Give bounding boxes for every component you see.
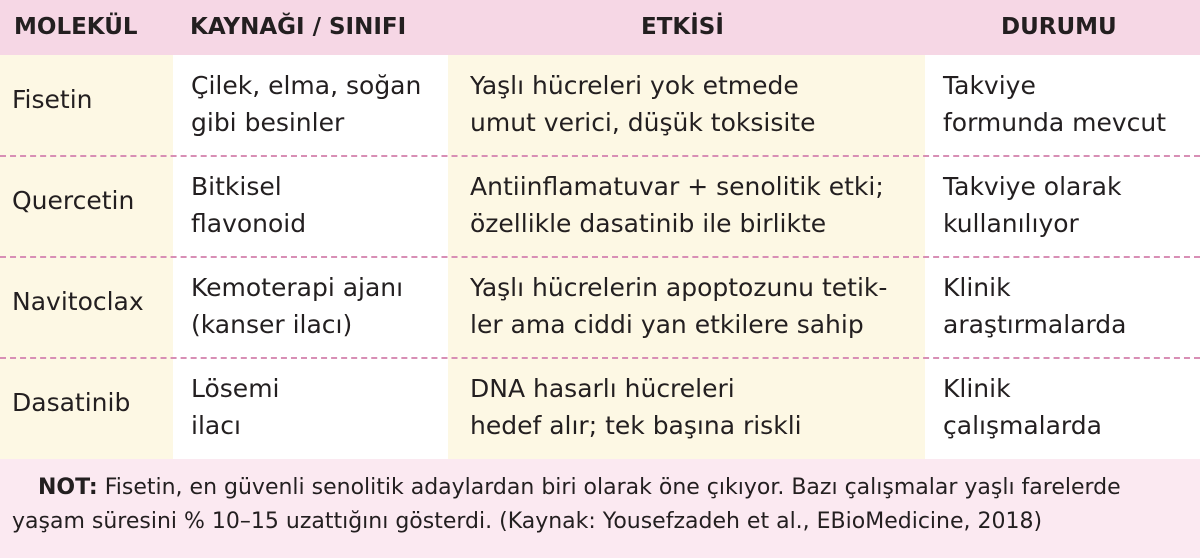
table-row [0, 257, 1200, 358]
table-header [0, 0, 1200, 55]
status-line: araştırmalarda [943, 310, 1127, 339]
molecule-name: Dasatinib [12, 388, 131, 417]
source-cell [173, 358, 448, 459]
source-line: Bitkisel [191, 172, 282, 201]
status-line: Takviye [943, 71, 1036, 100]
footnote [0, 459, 1200, 558]
effect-line: ler ama ciddi yan etkilere sahip [470, 310, 864, 339]
source-cell [173, 156, 448, 257]
molecule-cell [0, 358, 173, 459]
status-line: Klinik [943, 374, 1011, 403]
status-line: formunda mevcut [943, 108, 1167, 137]
table-row [0, 156, 1200, 257]
effect-line: DNA hasarlı hücreleri [470, 374, 735, 403]
source-line: Çilek, elma, soğan [191, 71, 422, 100]
footnote-label: NOT: [38, 475, 98, 500]
source-line: gibi besinler [191, 108, 345, 137]
status-cell [925, 156, 1200, 257]
effect-cell [448, 55, 925, 156]
source-line: flavonoid [191, 209, 307, 238]
table-body [0, 55, 1200, 459]
effect-cell [448, 156, 925, 257]
source-line: (kanser ilacı) [191, 310, 353, 339]
row-divider [0, 155, 1200, 157]
table-row [0, 55, 1200, 156]
molecule-cell [0, 257, 173, 358]
table-row [0, 358, 1200, 459]
effect-line: Antiinflamatuvar + senolitik etki; [470, 172, 884, 201]
source-line: Lösemi [191, 374, 280, 403]
footnote-line-1 [38, 473, 1121, 503]
status-line: çalışmalarda [943, 411, 1102, 440]
molecule-name: Fisetin [12, 85, 93, 114]
header-source-class: KAYNAĞI / SINIFI [190, 14, 407, 40]
effect-cell [448, 257, 925, 358]
status-line: Takviye olarak [943, 172, 1122, 201]
effect-line: hedef alır; tek başına riskli [470, 411, 802, 440]
status-cell [925, 358, 1200, 459]
footnote-line-2: yaşam süresini % 10–15 uzattığını gösterdi. (Kaynak: Yousefzadeh et al., EBioMedicine, 2018) [12, 509, 1043, 534]
effect-line: umut verici, düşük toksisite [470, 108, 816, 137]
effect-cell [448, 358, 925, 459]
source-cell [173, 257, 448, 358]
status-line: kullanılıyor [943, 209, 1079, 238]
header-effect: ETKİSİ [641, 14, 724, 40]
molecule-name: Quercetin [12, 186, 135, 215]
source-cell [173, 55, 448, 156]
effect-line: Yaşlı hücrelerin apoptozunu tetik- [470, 273, 888, 302]
effect-line: Yaşlı hücreleri yok etmede [470, 71, 799, 100]
footnote-text-1: Fisetin, en güvenli senolitik adaylardan biri olarak öne çıkıyor. Bazı çalışmalar yaşlı farelerde [97, 475, 1121, 500]
status-cell [925, 55, 1200, 156]
status-cell [925, 257, 1200, 358]
status-line: Klinik [943, 273, 1011, 302]
molecule-name: Navitoclax [12, 287, 144, 316]
molecule-cell [0, 55, 173, 156]
source-line: Kemoterapi ajanı [191, 273, 404, 302]
row-divider [0, 357, 1200, 359]
header-status: DURUMU [1001, 14, 1117, 40]
effect-line: özellikle dasatinib ile birlikte [470, 209, 827, 238]
source-line: ilacı [191, 411, 241, 440]
row-divider [0, 256, 1200, 258]
header-molecule: MOLEKÜL [14, 14, 138, 40]
molecule-cell [0, 156, 173, 257]
